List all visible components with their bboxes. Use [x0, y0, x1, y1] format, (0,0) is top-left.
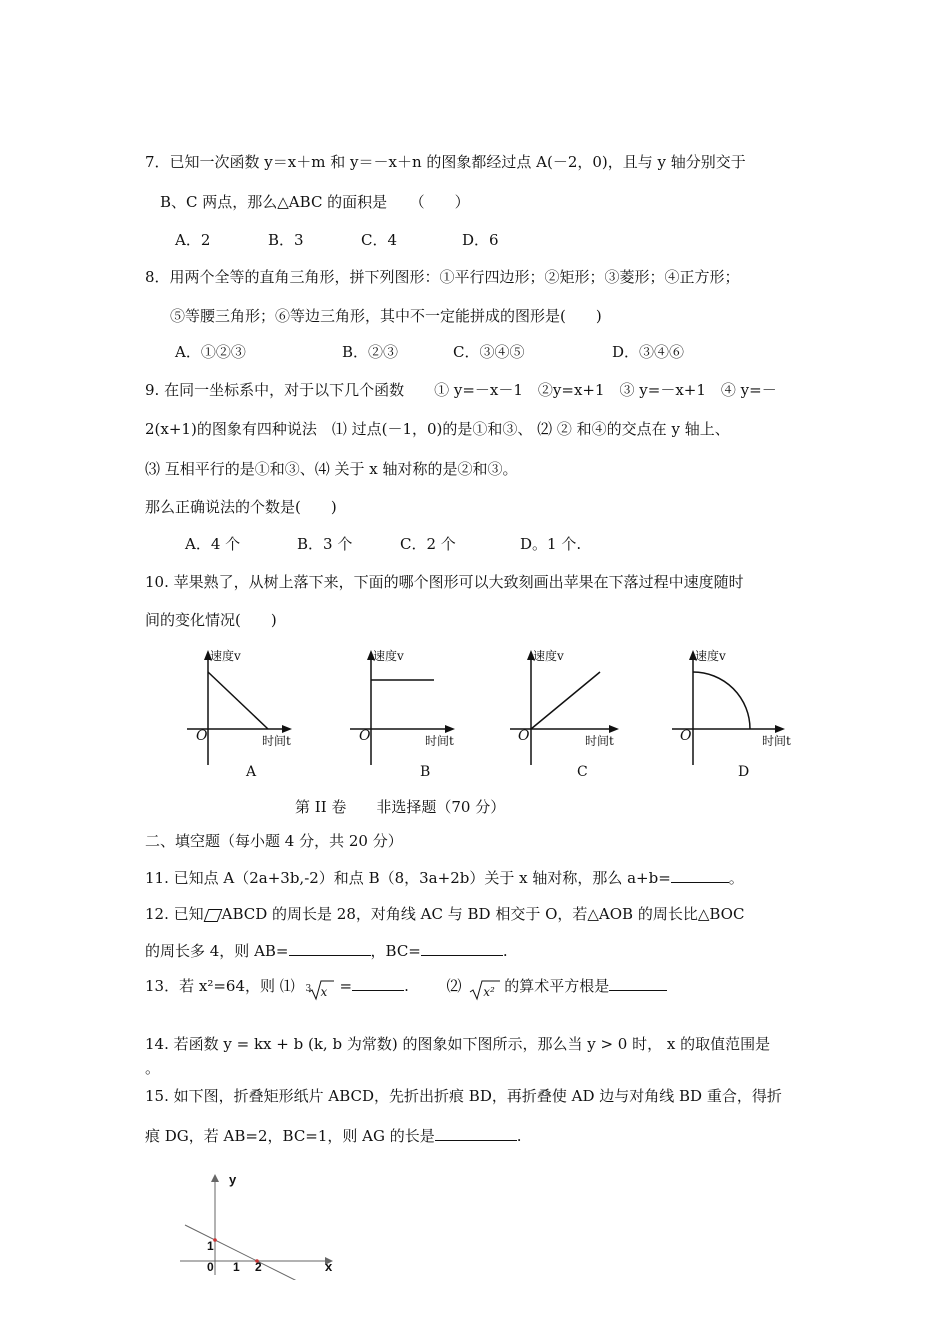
q9-line2: 2(x+1)的图象有四种说法 ⑴ 过点(－1，0)的是①和③、 ⑵ ② 和④的交点在 y 轴上、 [145, 420, 730, 438]
q12-line1 [145, 904, 744, 924]
coord-tick-x1: 1 [233, 1260, 240, 1274]
q9-option-b: B．3 个 [297, 535, 353, 553]
q12-bc-blank[interactable] [421, 941, 503, 956]
cube-root-index: 3 [305, 984, 312, 994]
q11-answer-blank[interactable] [671, 868, 729, 883]
coord-y-label: y [229, 1172, 237, 1187]
graph-c-x-label: 时间t [585, 734, 614, 748]
graph-d-letter: D [738, 764, 750, 780]
q7-option-b: B．3 [268, 231, 304, 249]
q14-line2: 。 [145, 1059, 161, 1077]
q15-answer-blank[interactable] [435, 1126, 517, 1141]
graph-c-origin: O [518, 728, 530, 744]
q9-option-d: D。1 个. [520, 535, 582, 553]
q12-prefix: 12. 已知 [145, 905, 204, 923]
parallelogram-icon [203, 909, 222, 922]
q8-option-d: D．③④⑥ [612, 343, 685, 361]
square-root-expression [466, 977, 504, 997]
q13-part2-blank[interactable] [609, 976, 667, 991]
q9-line3: ⑶ 互相平行的是①和③、⑷ 关于 x 轴对称的是②和③。 [145, 460, 518, 478]
q15-line2 [145, 1126, 522, 1146]
graph-a-origin: O [196, 728, 208, 744]
coord-tick-x2: 2 [255, 1260, 262, 1274]
q10-line2: 间的变化情况( ) [145, 611, 277, 629]
graph-c-y-label: 速度v [533, 649, 564, 663]
q14-line1: 14. 若函数 y = kx + b (k, b 为常数) 的图象如下图所示，那么当 y > 0 时， x 的取值范围是 [145, 1035, 771, 1053]
graph-d-origin: O [680, 728, 692, 744]
q8-option-a: A．①②③ [175, 343, 246, 361]
graph-a-x-label: 时间t [262, 734, 291, 748]
q13-prefix: 13．若 x²=64，则 ⑴ [145, 977, 295, 995]
q12-line2-b: ，BC= [370, 942, 421, 960]
q12-line2-end: . [502, 942, 508, 960]
q9-option-a: A．4 个 [185, 535, 241, 553]
q13-part1-equals: = [339, 977, 353, 995]
q12-line1-rest: ABCD 的周长是 28，对角线 AC 与 BD 相交于 O，若△AOB 的周长比△BOC [221, 905, 745, 923]
coord-x-label: x [325, 1259, 333, 1274]
q9-line1: 9. 在同一坐标系中，对于以下几个函数 ① y=－x－1 ②y=x+1 ③ y=－x+1 ④ y=－ [145, 381, 777, 399]
square-root-body: x² [483, 985, 495, 999]
section2-title: 第 II 卷 非选择题（70 分） [295, 798, 506, 816]
q13-part1-blank[interactable] [352, 976, 404, 991]
q10-line1: 10. 苹果熟了，从树上落下来，下面的哪个图形可以大致刻画出苹果在下落过程中速度随时 [145, 573, 744, 591]
graph-a-letter: A [246, 764, 257, 780]
q12-line2-a: 的周长多 4，则 AB= [145, 942, 289, 960]
graph-a-y-label: 速度v [210, 649, 241, 663]
q11-text: 11. 已知点 A（2a+3b,-2）和点 B（8，3a+2b）关于 x 轴对称，那么 a+b= [145, 869, 671, 887]
q7-line1: 7．已知一次函数 y＝x＋m 和 y＝－x＋n 的图象都经过点 A(－2，0)，且与 y 轴分别交于 [145, 153, 746, 171]
q8-line1: 8．用两个全等的直角三角形，拼下列图形：①平行四边形；②矩形；③菱形；④正方形； [145, 268, 740, 286]
cube-root-expression [300, 977, 340, 997]
q8-option-b: B．②③ [342, 343, 399, 361]
q11-line [145, 868, 744, 888]
graph-b-letter: B [420, 764, 431, 780]
graph-d-x-label: 时间t [762, 734, 791, 748]
q8-line2: ⑤等腰三角形；⑥等边三角形，其中不一定能拼成的图形是( ) [170, 307, 602, 325]
q15-line2-a: 痕 DG，若 AB=2，BC=1，则 AG 的长是 [145, 1127, 435, 1145]
q13-part2-label: ⑵ [446, 977, 462, 995]
q9-line4: 那么正确说法的个数是( ) [145, 498, 337, 516]
graph-c [508, 645, 623, 770]
coord-origin: 0 [207, 1260, 214, 1274]
cube-root-body: x [320, 985, 328, 999]
q13-line [145, 976, 667, 997]
graph-c-letter: C [577, 764, 588, 780]
q8-option-c: C．③④⑤ [453, 343, 525, 361]
q13-part2-text: 的算术平方根是 [504, 977, 610, 995]
q11-end: 。 [728, 869, 744, 887]
part2-heading: 二、填空题（每小题 4 分，共 20 分） [145, 832, 403, 850]
graph-b-origin: O [359, 728, 371, 744]
graph-b-y-label: 速度v [373, 649, 404, 663]
q15-line2-end: . [516, 1127, 522, 1145]
q13-part1-dot: . [404, 977, 409, 995]
q12-line2 [145, 941, 508, 961]
q12-ab-blank[interactable] [289, 941, 371, 956]
graph-d [670, 645, 790, 770]
q7-option-c: C．4 [361, 231, 398, 249]
q7-option-a: A．2 [175, 231, 211, 249]
q9-option-c: C．2 个 [400, 535, 456, 553]
graph-b-x-label: 时间t [425, 734, 454, 748]
q7-option-d: D．6 [462, 231, 499, 249]
q7-line2: B、C 两点，那么△ABC 的面积是 （ ） [160, 193, 470, 211]
q15-line1: 15. 如下图，折叠矩形纸片 ABCD，先折出折痕 BD，再折叠使 AD 边与对角线 BD 重合，得折 [145, 1087, 782, 1105]
coord-tick-y1: 1 [207, 1239, 214, 1253]
coordinate-graph [175, 1170, 350, 1280]
graph-d-y-label: 速度v [695, 649, 726, 663]
